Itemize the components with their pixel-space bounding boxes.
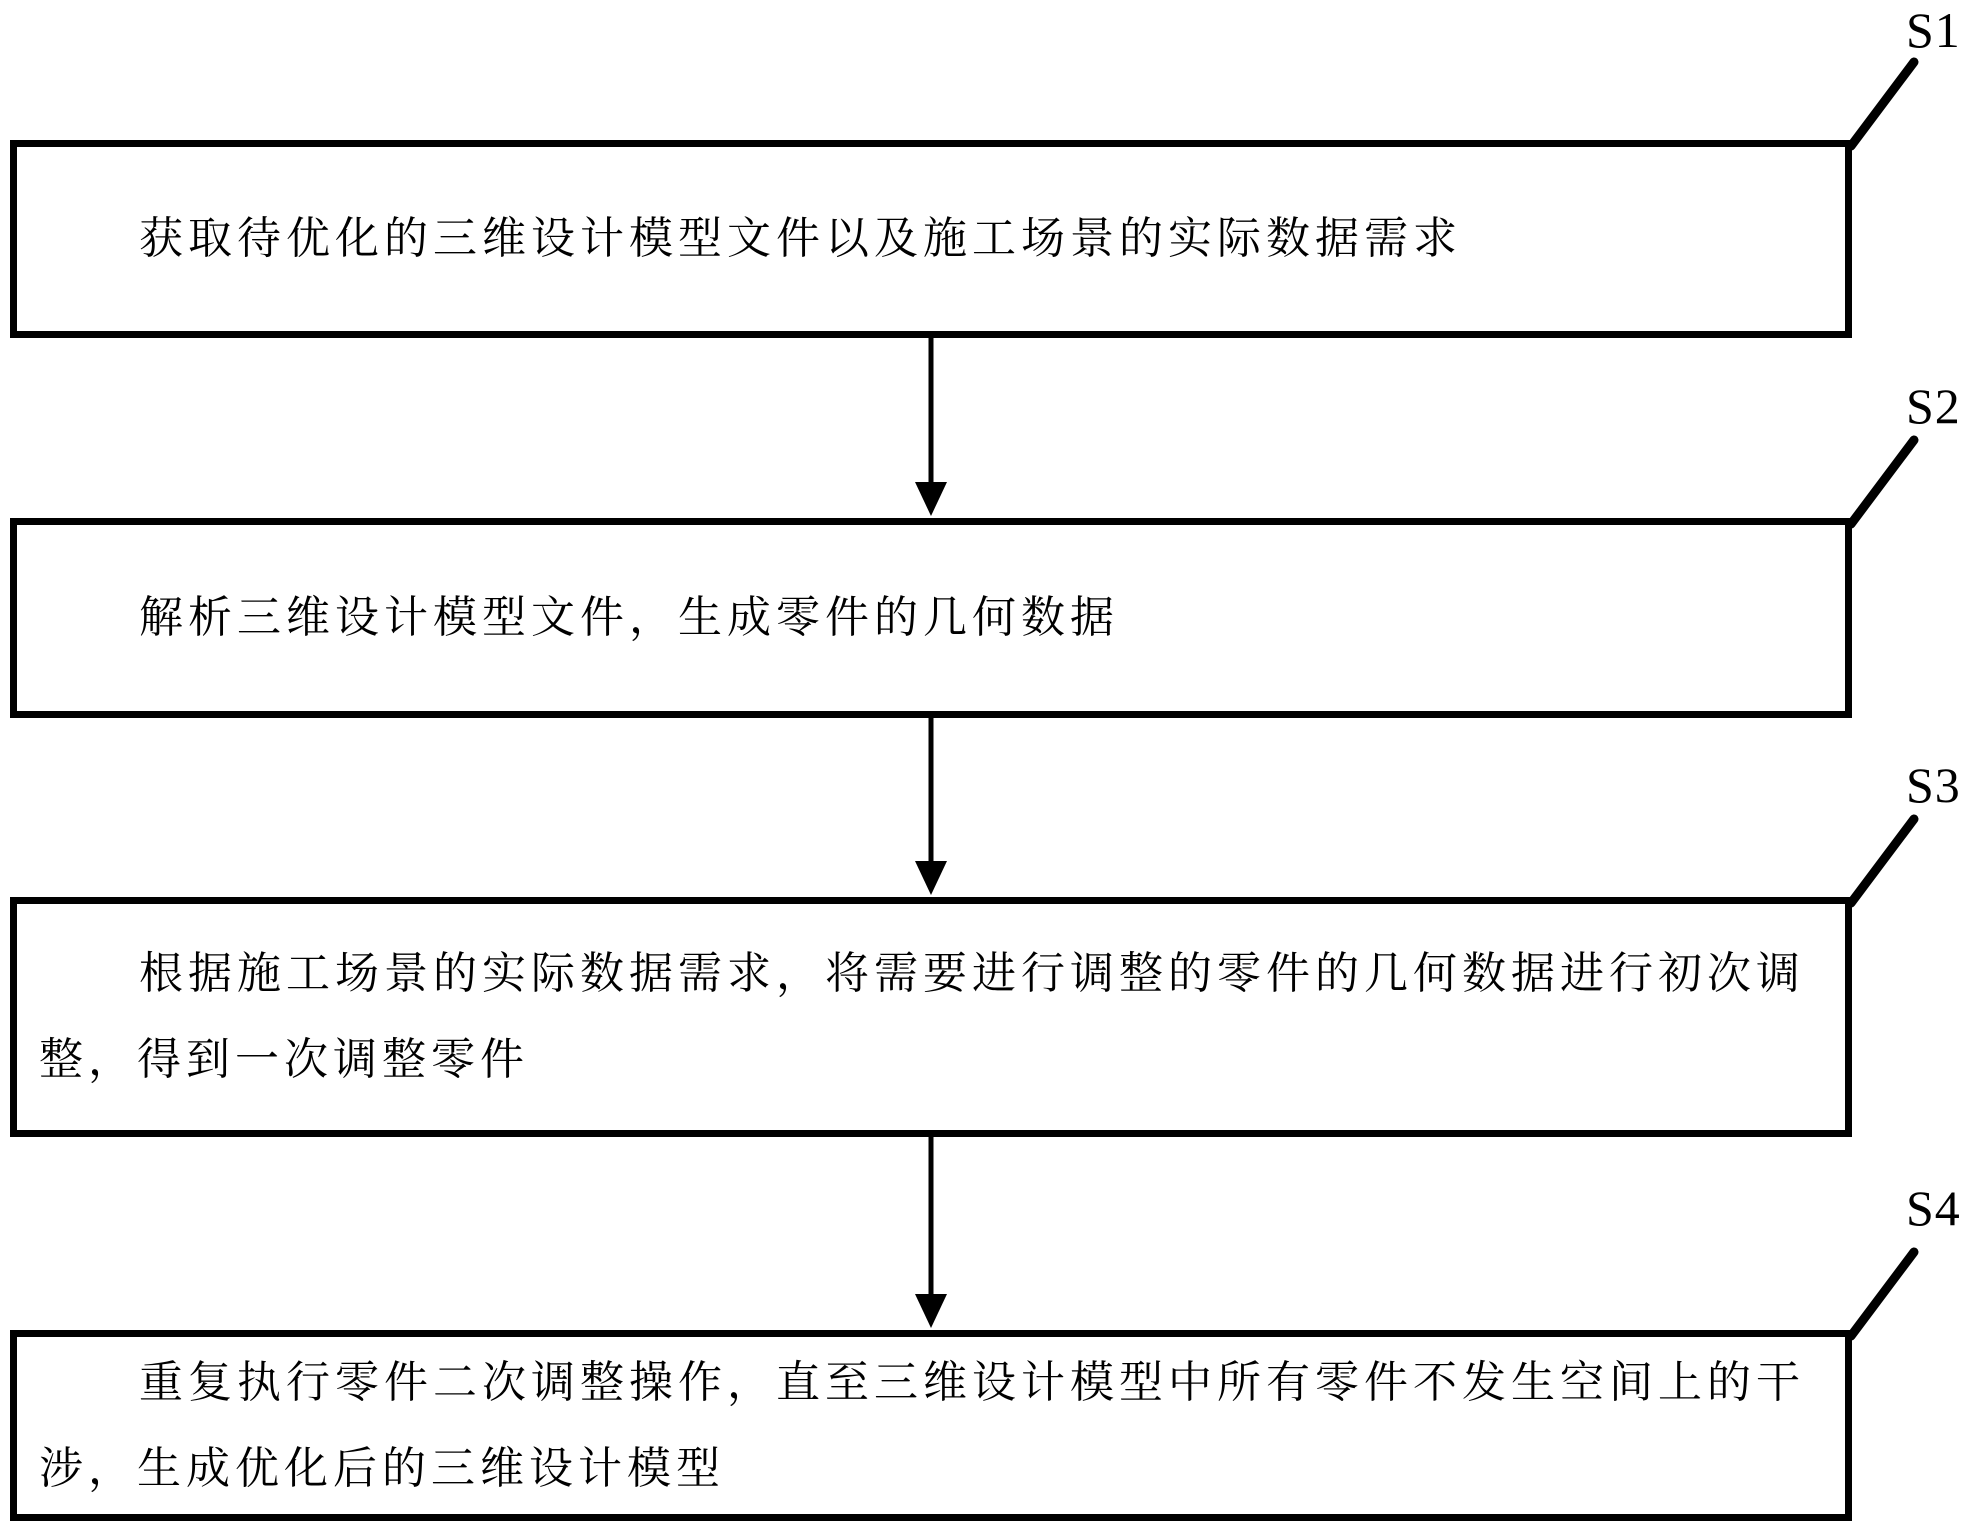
flow-arrow-1-head: [915, 482, 947, 516]
step-label-s3: S3: [1906, 757, 1961, 813]
s2-connector-line: [1851, 440, 1914, 524]
step-label-s4: S4: [1906, 1180, 1961, 1236]
step-text-s4: 重复执行零件二次调整操作，直至三维设计模型中所有零件不发生空间上的干涉，生成优化后的三维设计模型: [39, 1357, 1805, 1493]
s4-connector-line: [1851, 1252, 1914, 1336]
s3-connector-line: [1851, 819, 1914, 903]
flow-arrow-3-head: [915, 1294, 947, 1328]
step-box-s1: [10, 140, 1852, 338]
s1-connector-line: [1851, 62, 1914, 146]
flow-arrow-2-head: [915, 861, 947, 895]
step-box-s4: [10, 1330, 1852, 1521]
step-box-s3: [10, 897, 1852, 1137]
step-box-s2: [10, 518, 1852, 718]
step-text-s1: 获取待优化的三维设计模型文件以及施工场景的实际数据需求: [139, 214, 1462, 263]
step-text-s2: 解析三维设计模型文件，生成零件的几何数据: [139, 593, 1119, 642]
step-text-s3: 根据施工场景的实际数据需求，将需要进行调整的零件的几何数据进行初次调整，得到一次调整零件: [39, 949, 1805, 1084]
step-label-s1: S1: [1906, 2, 1961, 58]
step-label-s2: S2: [1906, 378, 1961, 434]
